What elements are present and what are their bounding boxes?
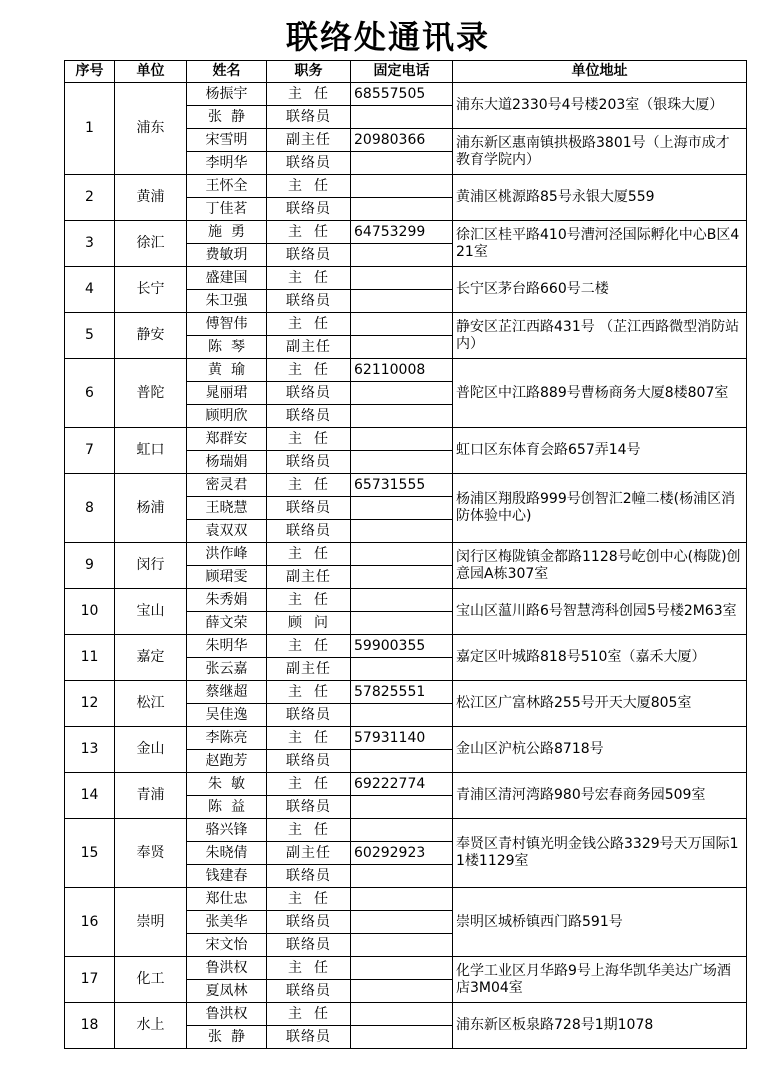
member-position: 主 任 <box>267 359 351 382</box>
header-position: 职务 <box>267 61 351 83</box>
member-name: 丁佳茗 <box>187 198 267 221</box>
unit-number: 4 <box>65 267 115 313</box>
header-row <box>65 61 747 83</box>
member-phone: 57825551 <box>351 681 453 704</box>
member-name: 洪作峰 <box>187 543 267 566</box>
unit-address: 浦东新区惠南镇拱极路3801号（上海市成才教育学院内） <box>453 129 747 175</box>
member-name: 张美华 <box>187 911 267 934</box>
member-position: 联络员 <box>267 980 351 1003</box>
member-phone: 57931140 <box>351 727 453 750</box>
unit-number: 1 <box>65 83 115 175</box>
member-phone <box>351 313 453 336</box>
unit-name: 崇明 <box>115 888 187 957</box>
member-name: 鲁洪权 <box>187 957 267 980</box>
unit-address: 奉贤区青村镇光明金钱公路3329号天万国际11楼1129室 <box>453 819 747 888</box>
member-name: 顾明欣 <box>187 405 267 428</box>
unit-name: 水上 <box>115 1003 187 1049</box>
member-position: 联络员 <box>267 796 351 819</box>
member-position: 联络员 <box>267 1026 351 1049</box>
unit-name: 徐汇 <box>115 221 187 267</box>
table-row <box>65 635 747 658</box>
member-phone <box>351 290 453 313</box>
unit-name: 闵行 <box>115 543 187 589</box>
member-phone <box>351 244 453 267</box>
member-position: 主 任 <box>267 589 351 612</box>
member-phone <box>351 1003 453 1026</box>
member-name: 宋雪明 <box>187 129 267 152</box>
member-position: 主 任 <box>267 428 351 451</box>
unit-address: 闵行区梅陇镇金都路1128号屹创中心(梅陇)创意园A栋307室 <box>453 543 747 589</box>
member-name: 袁双双 <box>187 520 267 543</box>
contact-directory-table <box>64 60 747 1049</box>
unit-address: 徐汇区桂平路410号漕河泾国际孵化中心B区421室 <box>453 221 747 267</box>
member-phone <box>351 520 453 543</box>
member-phone <box>351 152 453 175</box>
member-name: 鲁洪权 <box>187 1003 267 1026</box>
member-name: 薛文荣 <box>187 612 267 635</box>
member-name: 朱卫强 <box>187 290 267 313</box>
unit-name: 浦东 <box>115 83 187 175</box>
member-position: 主 任 <box>267 773 351 796</box>
member-position: 主 任 <box>267 888 351 911</box>
member-position: 副主任 <box>267 842 351 865</box>
member-position: 联络员 <box>267 382 351 405</box>
member-phone <box>351 750 453 773</box>
member-name: 黄 瑜 <box>187 359 267 382</box>
member-position: 联络员 <box>267 520 351 543</box>
unit-number: 11 <box>65 635 115 681</box>
unit-name: 虹口 <box>115 428 187 474</box>
unit-number: 2 <box>65 175 115 221</box>
member-position: 主 任 <box>267 681 351 704</box>
member-name: 顾珺雯 <box>187 566 267 589</box>
member-position: 联络员 <box>267 152 351 175</box>
member-name: 吴佳逸 <box>187 704 267 727</box>
member-position: 联络员 <box>267 750 351 773</box>
table-row <box>65 543 747 566</box>
member-position: 副主任 <box>267 336 351 359</box>
unit-address: 宝山区蕰川路6号智慧湾科创园5号楼2M63室 <box>453 589 747 635</box>
unit-address: 普陀区中江路889号曹杨商务大厦8楼807室 <box>453 359 747 428</box>
unit-number: 14 <box>65 773 115 819</box>
member-phone <box>351 198 453 221</box>
member-name: 张 静 <box>187 106 267 129</box>
member-phone <box>351 658 453 681</box>
member-name: 王怀全 <box>187 175 267 198</box>
member-position: 主 任 <box>267 1003 351 1026</box>
unit-name: 普陀 <box>115 359 187 428</box>
unit-number: 5 <box>65 313 115 359</box>
member-phone <box>351 589 453 612</box>
member-phone <box>351 980 453 1003</box>
unit-name: 金山 <box>115 727 187 773</box>
member-phone <box>351 1026 453 1049</box>
unit-number: 15 <box>65 819 115 888</box>
header-unit: 单位 <box>115 61 187 83</box>
member-position: 联络员 <box>267 405 351 428</box>
member-phone <box>351 819 453 842</box>
member-name: 陈 琴 <box>187 336 267 359</box>
member-name: 王晓慧 <box>187 497 267 520</box>
member-phone <box>351 934 453 957</box>
member-name: 费敏玥 <box>187 244 267 267</box>
member-position: 联络员 <box>267 106 351 129</box>
unit-address: 静安区芷江西路431号 （芷江西路微型消防站内） <box>453 313 747 359</box>
member-position: 主 任 <box>267 221 351 244</box>
member-phone <box>351 175 453 198</box>
member-name: 赵跑芳 <box>187 750 267 773</box>
table-body <box>65 83 747 1049</box>
member-position: 主 任 <box>267 957 351 980</box>
member-phone <box>351 267 453 290</box>
member-name: 李陈亮 <box>187 727 267 750</box>
table-row <box>65 773 747 796</box>
member-name: 张云嘉 <box>187 658 267 681</box>
member-name: 宋文怡 <box>187 934 267 957</box>
member-name: 郑仕忠 <box>187 888 267 911</box>
member-name: 盛建国 <box>187 267 267 290</box>
unit-number: 7 <box>65 428 115 474</box>
unit-name: 静安 <box>115 313 187 359</box>
member-phone <box>351 336 453 359</box>
unit-number: 13 <box>65 727 115 773</box>
member-name: 密灵君 <box>187 474 267 497</box>
table-row <box>65 819 747 842</box>
unit-number: 16 <box>65 888 115 957</box>
member-position: 副主任 <box>267 566 351 589</box>
member-phone <box>351 612 453 635</box>
header-number: 序号 <box>65 61 115 83</box>
member-position: 联络员 <box>267 865 351 888</box>
member-phone <box>351 888 453 911</box>
member-phone: 65731555 <box>351 474 453 497</box>
member-name: 晁丽珺 <box>187 382 267 405</box>
table-row <box>65 83 747 106</box>
member-position: 顾 问 <box>267 612 351 635</box>
member-position: 联络员 <box>267 704 351 727</box>
unit-number: 8 <box>65 474 115 543</box>
unit-address: 松江区广富林路255号开天大厦805室 <box>453 681 747 727</box>
table-row <box>65 267 747 290</box>
member-phone <box>351 796 453 819</box>
member-phone <box>351 865 453 888</box>
member-phone <box>351 405 453 428</box>
table-row <box>65 359 747 382</box>
member-phone <box>351 566 453 589</box>
unit-name: 宝山 <box>115 589 187 635</box>
unit-name: 黄浦 <box>115 175 187 221</box>
member-phone: 64753299 <box>351 221 453 244</box>
table-row <box>65 957 747 980</box>
table-row <box>65 474 747 497</box>
member-name: 朱秀娟 <box>187 589 267 612</box>
table-row <box>65 727 747 750</box>
unit-address: 崇明区城桥镇西门路591号 <box>453 888 747 957</box>
member-position: 联络员 <box>267 911 351 934</box>
member-position: 联络员 <box>267 451 351 474</box>
unit-number: 10 <box>65 589 115 635</box>
table-row <box>65 589 747 612</box>
unit-name: 奉贤 <box>115 819 187 888</box>
member-phone <box>351 911 453 934</box>
member-position: 主 任 <box>267 727 351 750</box>
member-phone: 60292923 <box>351 842 453 865</box>
member-name: 朱明华 <box>187 635 267 658</box>
member-position: 主 任 <box>267 313 351 336</box>
unit-address: 长宁区茅台路660号二楼 <box>453 267 747 313</box>
member-name: 夏凤林 <box>187 980 267 1003</box>
member-position: 主 任 <box>267 543 351 566</box>
unit-address: 浦东新区板泉路728号1期1078 <box>453 1003 747 1049</box>
member-phone: 59900355 <box>351 635 453 658</box>
header-phone: 固定电话 <box>351 61 453 83</box>
unit-address: 青浦区清河湾路980号宏春商务园509室 <box>453 773 747 819</box>
member-position: 联络员 <box>267 290 351 313</box>
member-position: 联络员 <box>267 198 351 221</box>
member-phone <box>351 704 453 727</box>
member-phone <box>351 543 453 566</box>
member-phone: 62110008 <box>351 359 453 382</box>
table-row <box>65 175 747 198</box>
member-position: 主 任 <box>267 83 351 106</box>
unit-number: 6 <box>65 359 115 428</box>
member-name: 钱建春 <box>187 865 267 888</box>
member-phone <box>351 106 453 129</box>
member-name: 蔡继超 <box>187 681 267 704</box>
unit-number: 12 <box>65 681 115 727</box>
member-position: 副主任 <box>267 129 351 152</box>
member-name: 杨振宇 <box>187 83 267 106</box>
unit-number: 17 <box>65 957 115 1003</box>
member-position: 主 任 <box>267 267 351 290</box>
member-name: 郑群安 <box>187 428 267 451</box>
unit-address: 化学工业区月华路9号上海华凯华美达广场酒店3M04室 <box>453 957 747 1003</box>
member-position: 主 任 <box>267 819 351 842</box>
table-row <box>65 888 747 911</box>
member-position: 主 任 <box>267 175 351 198</box>
page-title: 联络处通讯录 <box>285 18 490 56</box>
member-name: 朱 敏 <box>187 773 267 796</box>
unit-number: 18 <box>65 1003 115 1049</box>
member-phone <box>351 497 453 520</box>
member-name: 施 勇 <box>187 221 267 244</box>
unit-address: 杨浦区翔殷路999号创智汇2幢二楼(杨浦区消防体验中心) <box>453 474 747 543</box>
member-position: 副主任 <box>267 658 351 681</box>
member-name: 骆兴锋 <box>187 819 267 842</box>
header-name: 姓名 <box>187 61 267 83</box>
unit-name: 松江 <box>115 681 187 727</box>
table-row <box>65 1003 747 1026</box>
member-name: 朱晓倩 <box>187 842 267 865</box>
member-phone: 69222774 <box>351 773 453 796</box>
unit-address: 黄浦区桃源路85号永银大厦559 <box>453 175 747 221</box>
member-position: 联络员 <box>267 244 351 267</box>
member-position: 主 任 <box>267 474 351 497</box>
member-name: 陈 益 <box>187 796 267 819</box>
unit-address: 金山区沪杭公路8718号 <box>453 727 747 773</box>
member-phone <box>351 428 453 451</box>
member-name: 张 静 <box>187 1026 267 1049</box>
unit-address: 虹口区东体育会路657弄14号 <box>453 428 747 474</box>
member-name: 李明华 <box>187 152 267 175</box>
unit-address: 嘉定区叶城路818号510室（嘉禾大厦） <box>453 635 747 681</box>
member-phone <box>351 957 453 980</box>
table-row <box>65 313 747 336</box>
unit-name: 长宁 <box>115 267 187 313</box>
unit-address: 浦东大道2330号4号楼203室（银珠大厦） <box>453 83 747 129</box>
table-row <box>65 681 747 704</box>
member-phone: 68557505 <box>351 83 453 106</box>
member-position: 主 任 <box>267 635 351 658</box>
unit-number: 3 <box>65 221 115 267</box>
table-row <box>65 428 747 451</box>
unit-number: 9 <box>65 543 115 589</box>
member-position: 联络员 <box>267 934 351 957</box>
unit-name: 化工 <box>115 957 187 1003</box>
member-phone <box>351 382 453 405</box>
unit-name: 杨浦 <box>115 474 187 543</box>
member-name: 杨瑞娟 <box>187 451 267 474</box>
table-row <box>65 221 747 244</box>
unit-name: 嘉定 <box>115 635 187 681</box>
member-phone <box>351 451 453 474</box>
unit-name: 青浦 <box>115 773 187 819</box>
member-name: 傅智伟 <box>187 313 267 336</box>
header-address: 单位地址 <box>453 61 747 83</box>
member-position: 联络员 <box>267 497 351 520</box>
member-phone: 20980366 <box>351 129 453 152</box>
